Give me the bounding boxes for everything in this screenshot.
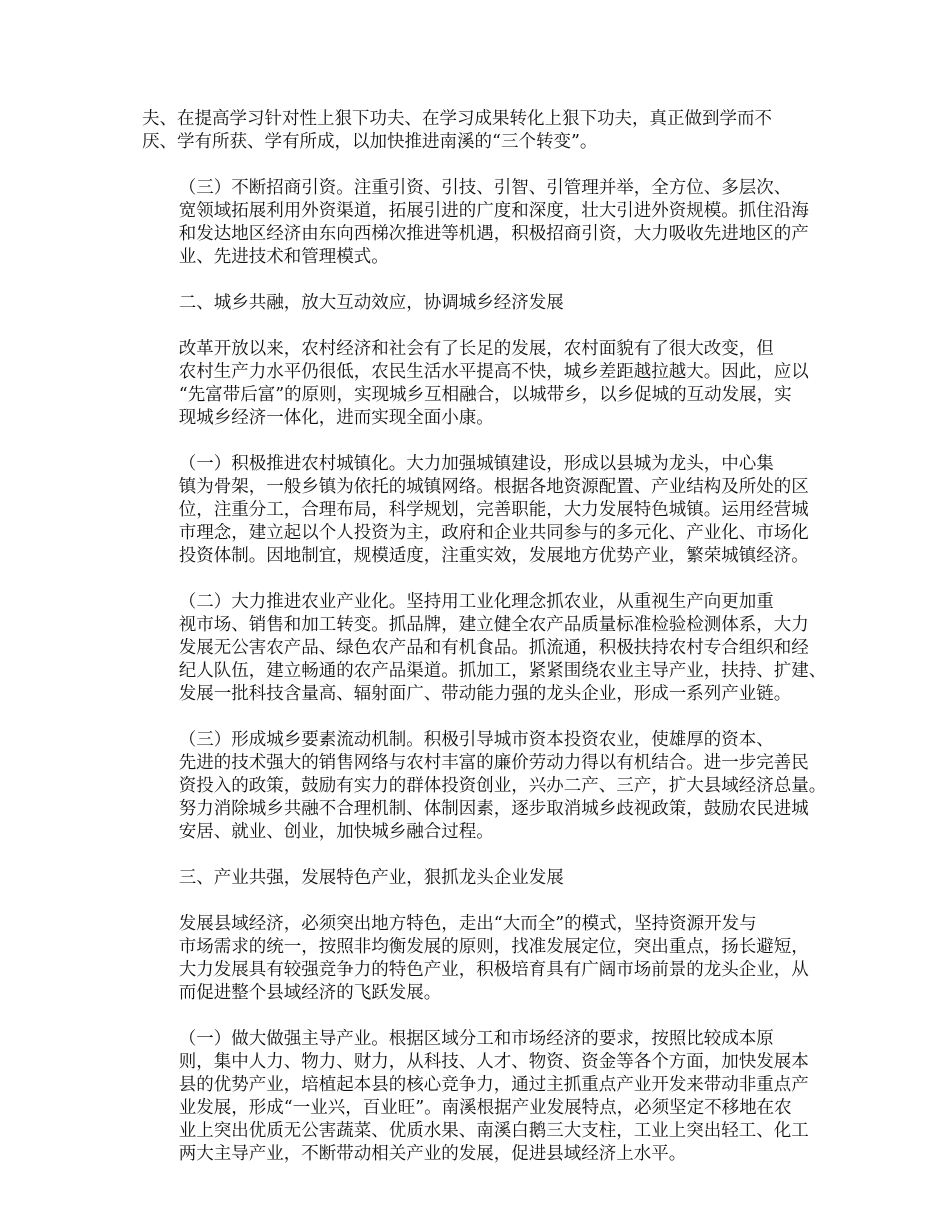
text-line: 发展县域经济，必须突出地方特色，走出“大而全”的模式，坚持资源开发与	[178, 914, 757, 934]
text-line: 镇为骨架，一般乡镇为依托的城镇网络。根据各地资源配置、产业结构及所处的区	[178, 477, 809, 497]
text-line: （三）不断招商引资。注重引资、引技、引智、引管理并举，全方位、多层次、	[178, 178, 792, 198]
text-line: 县的优势产业，培植起本县的核心竞争力，通过主抓重点产业开发来带动非重点产	[178, 1075, 809, 1095]
text-line: 纪人队伍，建立畅通的农产品渠道。抓加工，紧紧围绕农业主导产业，扶持、扩建、	[178, 661, 827, 681]
text-line: 先进的技术强大的销售网络与农村丰富的廉价劳动力得以有机结合。进一步完善民	[178, 753, 809, 773]
text-line: 改革开放以来，农村经济和社会有了长足的发展，农村面貌有了很大改变，但	[178, 339, 774, 359]
text-line: “先富带后富”的原则，实现城乡互相融合，以城带乡，以乡促城的互动发展，实	[178, 385, 792, 405]
text-line: 二、城乡共融，放大互动效应，协调城乡经济发展	[178, 293, 564, 313]
text-line: 发展一批科技含量高、辐射面广、带动能力强的龙头企业，形成一系列产业链。	[178, 684, 792, 704]
text-line: 投资体制。因地制宜，规模适度，注重实效，发展地方优势产业，繁荣城镇经济。	[178, 546, 809, 566]
text-line: （一）做大做强主导产业。根据区域分工和市场经济的要求，按照比较成本原	[178, 1029, 774, 1049]
text-line: 视市场、销售和加工转变。抓品牌，建立健全农产品质量标准检验检测体系，大力	[178, 615, 809, 635]
section-heading	[142, 292, 822, 315]
text-line: 业上突出优质无公害蔬菜、优质水果、南溪白鹅三大支柱，工业上突出轻工、化工	[178, 1121, 809, 1141]
paragraph	[142, 108, 822, 154]
text-line: 和发达地区经济由东向西梯次推进等机遇，积极招商引资，大力吸收先进地区的产	[178, 224, 809, 244]
paragraph	[142, 453, 822, 568]
section-heading	[142, 867, 822, 890]
text-line: （一）积极推进农村城镇化。大力加强城镇建设，形成以县城为龙头，中心集	[178, 454, 774, 474]
text-line: 夫、在提高学习针对性上狠下功夫、在学习成果转化上狠下功夫，真正做到学而不	[142, 109, 772, 129]
text-line: 发展无公害农产品、绿色农产品和有机食品。抓流通，积极扶持农村专合组织和经	[178, 638, 809, 658]
text-line: 市理念，建立起以个人投资为主，政府和企业共同参与的多元化、产业化、市场化	[178, 523, 809, 543]
text-line: 业发展，形成“一业兴，百业旺”。南溪根据产业发展特点，必须坚定不移地在农	[178, 1098, 792, 1118]
text-line: 市场需求的统一，按照非均衡发展的原则，找准发展定位，突出重点，扬长避短，	[178, 937, 809, 957]
text-line: 农村生产力水平仍很低，农民生活水平提高不快，城乡差距越拉越大。因此，应以	[178, 362, 809, 382]
text-line: 而促进整个县域经济的飞跃发展。	[178, 983, 442, 1003]
text-line: 安居、就业、创业，加快城乡融合过程。	[178, 822, 494, 842]
text-line: 两大主导产业，不断带动相关产业的发展，促进县域经济上水平。	[178, 1144, 687, 1164]
text-line: （三）形成城乡要素流动机制。积极引导城市资本投资农业，使雄厚的资本、	[178, 730, 774, 750]
text-line: 则，集中人力、物力、财力，从科技、人才、物资、资金等各个方面，加快发展本	[178, 1052, 809, 1072]
paragraph	[142, 1028, 822, 1166]
document-body	[142, 108, 827, 1189]
text-line: 厌、学有所获、学有所成，以加快推进南溪的“三个转变”。	[142, 132, 598, 152]
text-line: 现城乡经济一体化，进而实现全面小康。	[178, 408, 494, 428]
text-line: 三、产业共强，发展特色产业，狠抓龙头企业发展	[178, 868, 564, 888]
paragraph	[142, 177, 822, 269]
text-line: 资投入的政策，鼓励有实力的群体投资创业，兴办二产、三产，扩大县域经济总量。	[178, 776, 827, 796]
paragraph	[142, 729, 827, 844]
text-line: 业、先进技术和管理模式。	[178, 247, 389, 267]
text-line: （二）大力推进农业产业化。坚持用工业化理念抓农业，从重视生产向更加重	[178, 592, 774, 612]
text-line: 大力发展具有较强竞争力的特色产业，积极培育具有广阔市场前景的龙头企业，从	[178, 960, 809, 980]
text-line: 位，注重分工，合理布局，科学规划，完善职能，大力发展特色城镇。运用经营城	[178, 500, 809, 520]
paragraph	[142, 591, 827, 706]
paragraph	[142, 913, 822, 1005]
paragraph	[142, 338, 822, 430]
text-line: 努力消除城乡共融不合理机制、体制因素，逐步取消城乡歧视政策，鼓励农民进城	[178, 799, 809, 819]
text-line: 宽领域拓展利用外资渠道，拓展引进的广度和深度，壮大引进外资规模。抓住沿海	[178, 201, 809, 221]
